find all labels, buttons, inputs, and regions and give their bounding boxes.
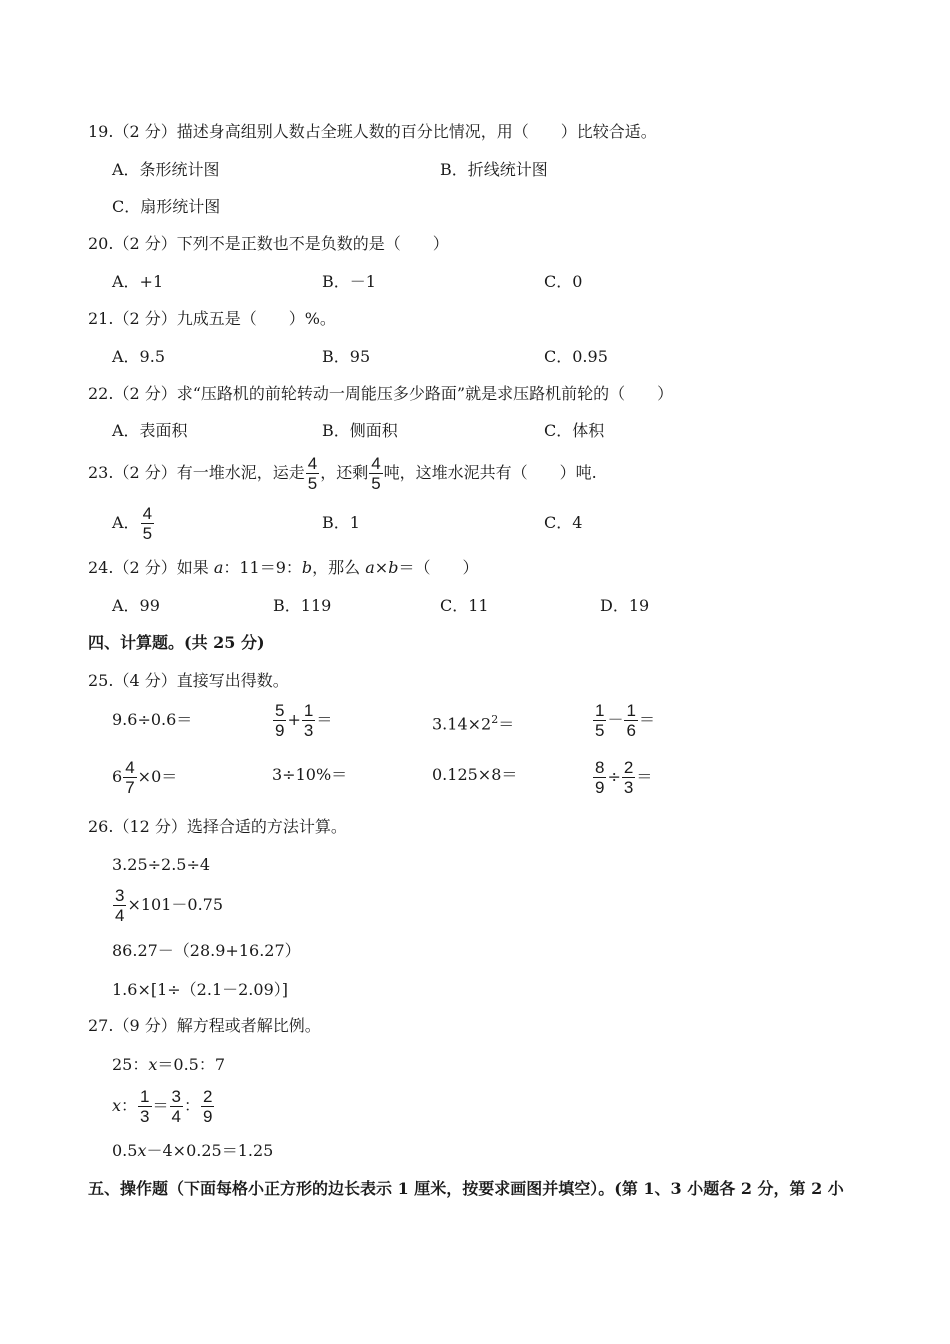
q20-stem: 20.（2 分）下列不是正数也不是负数的是（ ）: [88, 234, 449, 253]
q27-e3-post: －4×0.25＝1.25: [146, 1141, 274, 1160]
q27-e1-var: x: [148, 1055, 158, 1074]
q24-option-c[interactable]: C．11: [440, 596, 489, 615]
q22-option-a[interactable]: A．表面积: [112, 421, 188, 440]
q27-e2-eq: ＝: [152, 1096, 169, 1115]
q25-e2-d2: 3: [303, 721, 314, 740]
q27-e2-frac-2: [170, 1087, 183, 1126]
q25-e8-d2: 3: [623, 778, 634, 797]
q24-text-mid2: ，那么: [312, 558, 366, 577]
q25-e8-n2: 2: [623, 758, 634, 777]
section-5-heading: 五、操作题（下面每格小正方形的边长表示 1 厘米，按要求画图并填空）。(第 1、3 小题各 2 分，第 2 小: [88, 1179, 844, 1198]
q21-option-c[interactable]: C．0.95: [544, 347, 608, 366]
q19-option-c[interactable]: C．扇形统计图: [112, 197, 221, 216]
q24-var-a: a: [213, 558, 224, 577]
q25-e8-frac-1: [593, 758, 606, 797]
q25-e4-frac-2: [624, 701, 637, 740]
q23-fraction-1: [306, 454, 319, 493]
q19-option-a[interactable]: A．条形统计图: [112, 160, 220, 179]
q25-e4-d2: 6: [626, 721, 636, 740]
q26-expr-1: 3.25÷2.5÷4: [112, 855, 211, 874]
q27-e2-var: x: [112, 1096, 122, 1115]
q23-text-mid: ，还剩: [320, 463, 369, 482]
q25-expr-4: [592, 700, 655, 740]
q23-a-num: 4: [142, 504, 153, 523]
q24-option-b[interactable]: B．119: [273, 596, 332, 615]
q25-e4-op: －: [607, 710, 624, 729]
q25-e3-base: 3.14×2: [432, 714, 492, 734]
q27-e2-d3: 9: [203, 1107, 213, 1126]
q26-stem: 26.（12 分）选择合适的方法计算。: [88, 817, 347, 836]
q23-option-a-fraction: [141, 504, 154, 543]
q26-expr-4: 1.6×[1÷（2.1－2.09）]: [112, 980, 288, 999]
q25-e4-eq: ＝: [638, 710, 655, 729]
q25-e8-n1: 8: [595, 758, 605, 777]
q25-expr-1: 9.6÷0.6＝: [112, 710, 193, 729]
q23-text-post: 吨，这堆水泥共有（ ）吨.: [383, 463, 597, 482]
q25-expr-8: [592, 757, 652, 797]
q27-e2-colon2: ：: [184, 1096, 201, 1115]
q25-expr-7: 0.125×8＝: [432, 765, 518, 784]
q23-option-b[interactable]: B．1: [322, 513, 360, 532]
q23-option-a[interactable]: [112, 503, 155, 543]
q27-e1-post: ＝0.5：7: [157, 1055, 226, 1074]
q19-option-b[interactable]: B．折线统计图: [440, 160, 548, 179]
q25-e2-eq: ＝: [316, 710, 333, 729]
q24-times: ×: [374, 558, 389, 577]
q24-var-b: b: [301, 558, 313, 577]
q27-expr-3: [112, 1141, 273, 1161]
q26-e2-frac: [113, 886, 126, 925]
q24-stem: [88, 558, 478, 578]
q25-e2-n2: 1: [303, 701, 314, 720]
q26-e2-post: ×101－0.75: [127, 895, 224, 914]
q23-option-c[interactable]: C．4: [544, 513, 583, 532]
q25-e4-frac-1: [593, 701, 606, 740]
q25-e8-eq: ＝: [636, 767, 653, 786]
q22-option-b[interactable]: B．侧面积: [322, 421, 398, 440]
q26-e2-d: 4: [115, 906, 125, 925]
q24-option-a[interactable]: A．99: [112, 596, 160, 615]
q25-e8-op: ÷: [607, 767, 621, 786]
q23-option-a-label: A．: [112, 513, 140, 532]
q25-e4-n1: 1: [595, 701, 605, 720]
q25-e4-n2: 1: [626, 701, 636, 720]
q23-stem: [88, 453, 597, 493]
q24-var-a2: a: [365, 558, 375, 577]
q26-e2-n: 3: [115, 886, 125, 905]
q25-e2-n1: 5: [275, 701, 285, 720]
q22-stem: 22.（2 分）求“压路机的前轮转动一周能压多少路面”就是求压路机前轮的（ ）: [88, 384, 674, 403]
q25-stem: 25.（4 分）直接写出得数。: [88, 671, 289, 690]
q25-expr-6: 3÷10%＝: [272, 765, 348, 784]
q27-e2-d1: 3: [140, 1107, 150, 1126]
q27-stem: 27.（9 分）解方程或者解比例。: [88, 1016, 321, 1035]
q20-option-c[interactable]: C．0: [544, 272, 583, 291]
q26-expr-3: 86.27－（28.9+16.27）: [112, 941, 301, 960]
q25-e5-d: 7: [125, 778, 135, 797]
q25-e2-frac-1: [273, 701, 286, 740]
q24-text-mid1: ：11＝9：: [223, 558, 302, 577]
q27-e2-d2: 4: [171, 1107, 181, 1126]
q27-e2-n3: 2: [203, 1087, 213, 1106]
q27-e2-colon: ：: [121, 1096, 138, 1115]
q21-stem: 21.（2 分）九成五是（ ）%。: [88, 309, 336, 328]
q19-stem: 19.（2 分）描述身高组别人数占全班人数的百分比情况，用（ ）比较合适。: [88, 122, 657, 141]
q21-option-b[interactable]: B．95: [322, 347, 371, 366]
q21-option-a[interactable]: A．9.5: [112, 347, 166, 366]
q25-e5-whole: 6: [112, 767, 123, 786]
q24-option-d[interactable]: D．19: [600, 596, 650, 615]
q25-e4-d1: 5: [595, 721, 605, 740]
q25-e3-exp: 2: [491, 713, 499, 726]
q23-fraction-2: [369, 454, 382, 493]
q24-text-pre: 24.（2 分）如果: [88, 558, 214, 577]
q23-frac1-num: 4: [307, 454, 318, 473]
q23-frac2-num: 4: [371, 454, 381, 473]
q25-expr-5: [112, 757, 177, 797]
q25-expr-3: [432, 710, 514, 734]
q27-expr-2: [112, 1086, 215, 1126]
q27-e2-frac-1: [138, 1087, 151, 1126]
q26-expr-2: [112, 885, 223, 925]
q27-expr-1: [112, 1055, 225, 1075]
q23-frac2-den: 5: [371, 474, 381, 493]
q23-text-pre: 23.（2 分）有一堆水泥，运走: [88, 463, 305, 482]
q27-e2-n1: 1: [140, 1087, 150, 1106]
q27-e3-var: x: [137, 1141, 147, 1160]
q25-e5-n: 4: [125, 758, 135, 777]
q27-e1-pre: 25：: [112, 1055, 149, 1074]
section-4-heading: 四、计算题。(共 25 分): [88, 633, 265, 652]
q25-e2-d1: 9: [275, 721, 285, 740]
q20-option-b[interactable]: B．－1: [322, 272, 376, 291]
q25-e8-frac-2: [622, 758, 635, 797]
q23-a-den: 5: [142, 524, 153, 543]
q25-e2-frac-2: [302, 701, 315, 740]
q25-e3-eq: ＝: [498, 714, 515, 734]
q24-var-b2: b: [388, 558, 399, 577]
q27-e3-pre: 0.5: [112, 1141, 138, 1160]
q25-expr-2: [272, 700, 332, 740]
q20-option-a[interactable]: A．+1: [112, 272, 164, 291]
q27-e2-n2: 3: [171, 1087, 181, 1106]
q24-text-post: ＝（ ）: [398, 558, 479, 577]
q23-frac1-den: 5: [307, 474, 318, 493]
q25-e2-op: +: [287, 710, 301, 729]
q25-e5-post: ×0＝: [137, 767, 178, 786]
q27-e2-frac-3: [201, 1087, 214, 1126]
q22-option-c[interactable]: C．体积: [544, 421, 605, 440]
q25-e5-frac: [123, 758, 136, 797]
q25-e8-d1: 9: [595, 778, 605, 797]
